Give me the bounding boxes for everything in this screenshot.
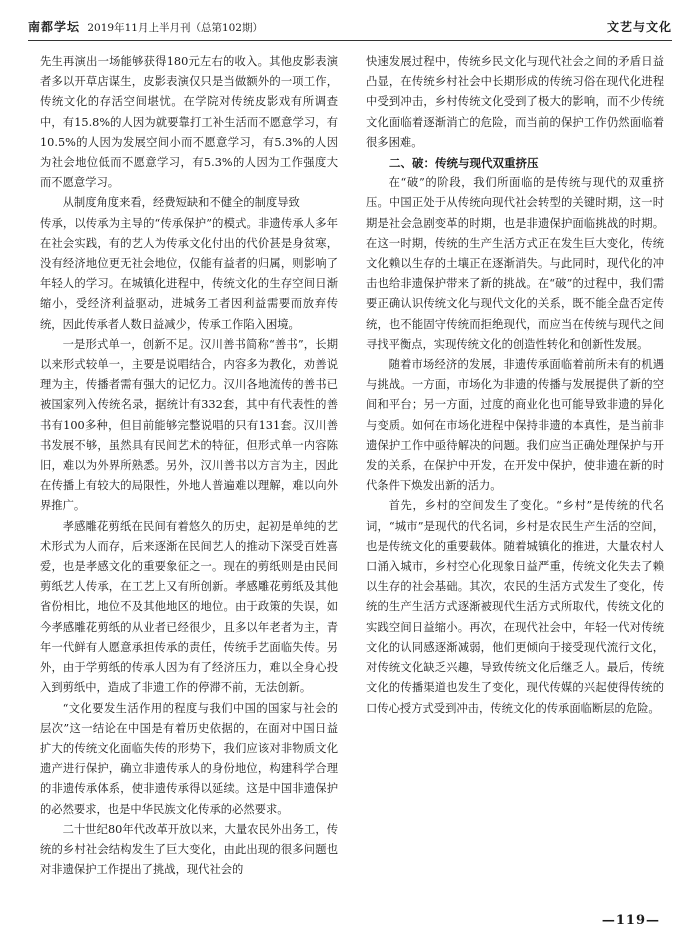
body-paragraph: 传承，以传承为主导的“传承保护”的模式。非遗传承人多年在社会实践，有的艺人为传承文化付出的代价甚是身贫寒，没有经济地位更无社会地位，仅能有益者的归属，则影响了年轻人的学习。在城镇化进程中，传统文化的生存空间日渐缩小，受经济利益驱动，进城务工者因利益需要而放弃传统，因此传承者人数日益减少，传承工作陷入困境。 bbox=[40, 216, 338, 331]
body-paragraph: 随着市场经济的发展，非遗传承面临着前所未有的机遇与挑战。一方面，市场化为非遗的传播与发展提供了新的空间和平台；另一方面，过度的商业化也可能导致非遗的异化与变质。如何在市场化进程中保持非遗的本真性，是当前非遗保护工作中亟待解决的问题。我们应当正确处理保护与开发的关系，在保护中开发，在开发中保护，使非遗在新的时代条件下焕发出新的活力。 bbox=[366, 358, 664, 493]
section-heading: 二、破：传统与现代双重挤压 bbox=[389, 156, 539, 171]
page-number: —119— bbox=[601, 913, 660, 928]
body-paragraph: 一是形式单一，创新不足。汉川善书简称“善书”，长期以来形式较单一，主要是说唱结合，内容多为教化，劝善说理为主，传播者需有强大的记忆力。汉川各地流传的善书已被国家列入传统名录，据统计有332套，其中有代表性的善书有100多种，但目前能够完整说唱的只有131套。汉川善书发展不够，虽然具有民间艺术的特征，但形式单一内容陈旧，难以为外界所熟悉。另外，汉川善书以方言为主，因此在传播上有较大的局限性，外地人普遍难以理解，难以向外界推广。 bbox=[40, 337, 338, 513]
body-paragraph: 在“破”的阶段，我们所面临的是传统与现代的双重挤压。中国正处于从传统向现代社会转型的关键时期，这一时期是社会急剧变革的时期，也是非遗保护面临挑战的时期。在这一时期，传统的生产生活方式正在发生巨大变化，传统文化赖以生存的土壤正在逐渐消失。与此同时，现代化的冲击也给非遗保护带来了新的挑战。在“破”的过程中，我们需要正确认识传统文化与现代文化的关系，既不能全盘否定传统，也不能固守传统而拒绝现代，而应当在传统与现代之间寻找平衡点，实现传统文化的创造性转化和创新性发展。 bbox=[366, 176, 664, 351]
header-left bbox=[28, 18, 263, 35]
journal-title: 南都学坛 bbox=[28, 20, 81, 34]
body-paragraph: 快速发展过程中，传统乡民文化与现代社会之间的矛盾日益凸显，在传统乡村社会中长期形成的传统习俗在现代化进程中受到冲击，乡村传统文化受到了极大的影响，而不少传统文化面临着逐渐消亡的危险，而当前的保护工作仍然面临着很多困难。 bbox=[366, 55, 664, 149]
page-header bbox=[28, 14, 672, 41]
body-paragraph: 先生再演出一场能够获得180元左右的收入。其他皮影表演者多以开草店谋生，皮影表演仅只是当做额外的一项工作，传统文化的存活空间堪忧。在学院对传统皮影戏有所调查中，有15.8%的人因为就要靠打工补生活而不愿意学习，有10.5%的人因为发展空间小而不愿意学习，有5.3%的人因为社会地位低而不愿意学习，有5.3%的人因为工作强度大而不愿意学习。 bbox=[40, 55, 338, 190]
left-column bbox=[40, 52, 338, 880]
section-title: 文艺与文化 bbox=[606, 20, 672, 34]
body-paragraph: 从制度角度来看，经费短缺和不健全的制度导致 bbox=[62, 196, 300, 210]
body-paragraph: 首先，乡村的空间发生了变化。“乡村”是传统的代名词，“城市”是现代的代名词，乡村是农民生产生活的空间，也是传统文化的重要载体。随着城镇化的推进，大量农村人口涌入城市，乡村空心化现象日益严重，传统文化失去了赖以生存的社会基础。其次，农民的生活方式发生了变化，传统的生产生活方式逐渐被现代生活方式所取代，传统文化的实践空间日益缩小。再次，在现代社会中，年轻一代对传统文化的认同感逐渐减弱，他们更倾向于接受现代流行文化，对传统文化缺乏兴趣，导致传统文化后继乏人。最后，传统文化的传播渠道也发生了变化，现代传媒的兴起使得传统的口传心授方式受到冲击，传统文化的传承面临断层的危险。 bbox=[366, 499, 664, 715]
body-paragraph: “文化要发生活作用的程度与我们中国的国家与社会的层次”这一结论在中国是有着历史依据的，在面对中国日益扩大的传统文化面临失传的形势下，我们应该对非物质文化遗产进行保护，确立非遗传承人的身份地位，构建科学合理的非遗传承体系，使非遗传承得以延续。这是中国非遗保护的必然要求，也是中华民族文化传承的必然要求。 bbox=[40, 701, 338, 816]
body-paragraph: 孝感雕花剪纸在民间有着悠久的历史，起初是单纯的艺术形式为人而存，后来逐渐在民间艺人的推动下深受百姓喜爱，也是孝感文化的重要象征之一。现在的剪纸则是由民间剪纸艺人传承，在工艺上又有所创新。孝感雕花剪纸及其他省份相比，地位不及其他地区的地位。由于政策的失误，如今孝感雕花剪纸的从业者已经很少，且多以年老者为主，青年一代鲜有人愿意承担传承的责任，传统手艺面临失传。另外，由于学剪纸的传承人因为有了经济压力，难以全身心投入到剪纸中，造成了非遗工作的停滞不前，无法创新。 bbox=[40, 519, 338, 695]
right-column bbox=[366, 52, 664, 719]
body-paragraph: 二十世纪80年代改革开放以来，大量农民外出务工，传统的乡村社会结构发生了巨大变化，由此出现的很多问题也对非遗保护工作提出了挑战，现代社会的 bbox=[40, 822, 338, 877]
issue-info: 2019年11月上半月刊（总第102期） bbox=[87, 22, 263, 34]
